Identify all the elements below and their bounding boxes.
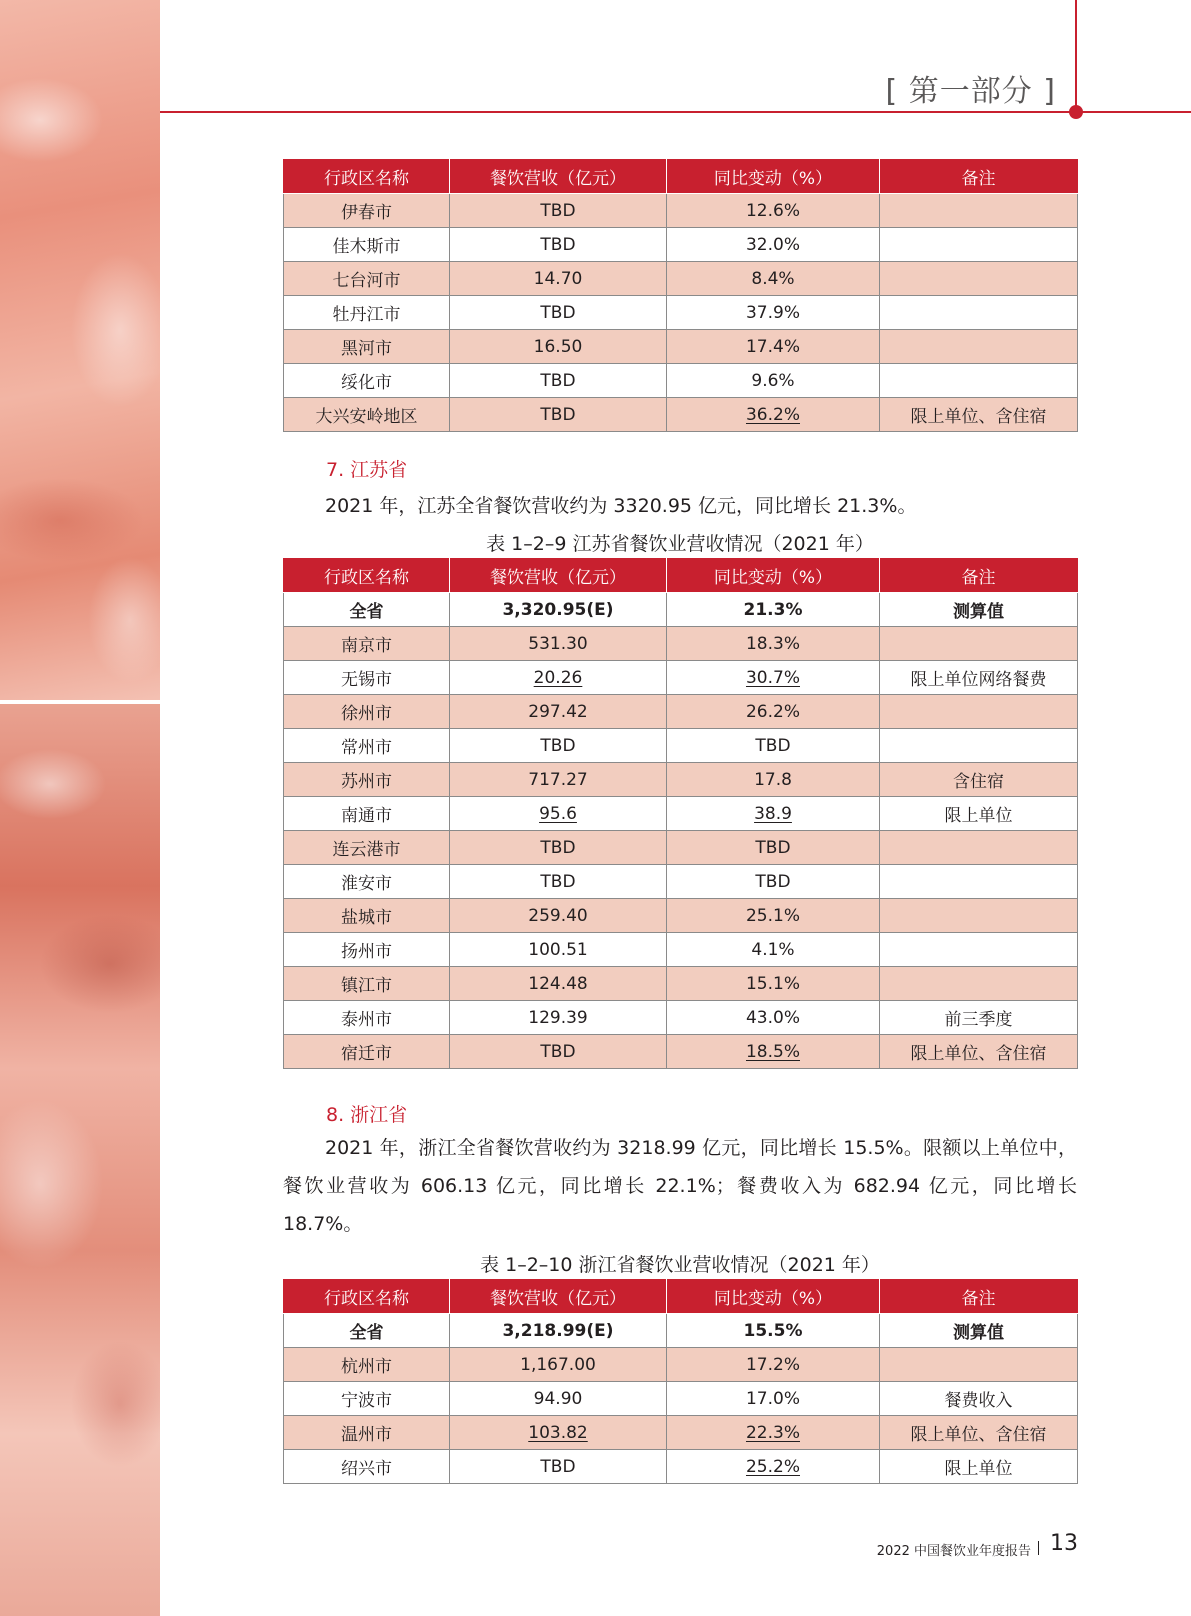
table-row [284,661,1078,695]
cell-region: 宿迁市 [284,1035,450,1069]
cell-note [880,228,1078,262]
table-row [284,627,1078,661]
cell-note [880,967,1078,1001]
cell-change: 21.3% [667,593,880,627]
cell-note [880,627,1078,661]
cell-note [880,865,1078,899]
cell-revenue: TBD [450,364,667,398]
cell-change: TBD [667,831,880,865]
cell-revenue-text: 103.82 [528,1422,588,1443]
header-note: 备注 [880,559,1078,593]
header-rule-dot [1069,105,1083,119]
table-row [284,1416,1078,1450]
cell-region: 泰州市 [284,1001,450,1035]
cell-region: 七台河市 [284,262,450,296]
table-row [284,763,1078,797]
cell-note: 餐费收入 [880,1382,1078,1416]
cell-revenue: 14.70 [450,262,667,296]
zhejiang-table [283,1279,1078,1484]
cell-change: 43.0% [667,1001,880,1035]
table-row [284,729,1078,763]
header-vertical-rule [1075,0,1077,112]
cell-change: 17.0% [667,1382,880,1416]
cell-change: 12.6% [667,194,880,228]
cell-change: 18.3% [667,627,880,661]
cell-revenue: 297.42 [450,695,667,729]
table-row [284,899,1078,933]
header-region: 行政区名称 [284,559,450,593]
cell-region: 无锡市 [284,661,450,695]
cell-revenue: 3,218.99(E) [450,1314,667,1348]
table-row [284,228,1078,262]
cell-change-text: 25.2% [745,1456,800,1477]
side-photo-bottom [0,704,160,1616]
cell-region: 佳木斯市 [284,228,450,262]
cell-revenue: TBD [450,228,667,262]
cell-revenue: TBD [450,865,667,899]
cell-change [667,797,880,831]
table-row [284,797,1078,831]
cell-revenue: TBD [450,194,667,228]
cell-change: 8.4% [667,262,880,296]
cell-change: 17.8 [667,763,880,797]
header-revenue: 餐饮营收（亿元） [450,160,667,194]
cell-revenue: 3,320.95(E) [450,593,667,627]
cell-change: 17.4% [667,330,880,364]
cell-revenue: 124.48 [450,967,667,1001]
header-revenue: 餐饮营收（亿元） [450,559,667,593]
cell-revenue: TBD [450,1450,667,1484]
cell-note [880,729,1078,763]
table-total-row [284,593,1078,627]
cell-change [667,1450,880,1484]
footer-separator [1038,1541,1039,1555]
cell-note [880,296,1078,330]
zhejiang-title: 8. 浙江省 [326,1104,408,1126]
cell-note: 限上单位、含住宿 [880,1035,1078,1069]
cell-change: TBD [667,729,880,763]
cell-revenue-text: 95.6 [539,803,577,824]
cell-note [880,194,1078,228]
cell-revenue: 1,167.00 [450,1348,667,1382]
header-region: 行政区名称 [284,160,450,194]
cell-region: 苏州市 [284,763,450,797]
side-photo-top [0,0,160,700]
jiangsu-caption: 表 1–2–9 江苏省餐饮业营收情况（2021 年） [486,533,874,555]
cell-region: 连云港市 [284,831,450,865]
table-row [284,262,1078,296]
table-row [284,296,1078,330]
cell-change-text: 38.9 [754,803,792,824]
cell-revenue: 100.51 [450,933,667,967]
cell-revenue [450,797,667,831]
table-row [284,1382,1078,1416]
cell-change [667,1416,880,1450]
cell-revenue [450,661,667,695]
cell-revenue: TBD [450,729,667,763]
header-change: 同比变动（%） [667,559,880,593]
cell-change-text: 30.7% [745,667,800,688]
header-change: 同比变动（%） [667,160,880,194]
page-number: 13 [1050,1531,1078,1556]
table-row [284,194,1078,228]
cell-revenue: TBD [450,831,667,865]
cell-change: 32.0% [667,228,880,262]
header-note: 备注 [880,1280,1078,1314]
table-row [284,865,1078,899]
header-horizontal-rule [160,111,1191,113]
cell-region: 全省 [284,1314,450,1348]
table-row [284,1450,1078,1484]
header-note: 备注 [880,160,1078,194]
table-row [284,398,1078,432]
cell-change: 26.2% [667,695,880,729]
cell-region: 淮安市 [284,865,450,899]
cell-change: 9.6% [667,364,880,398]
cell-change: 25.1% [667,899,880,933]
cell-revenue: 531.30 [450,627,667,661]
table-row [284,933,1078,967]
cell-note [880,695,1078,729]
cell-note [880,262,1078,296]
jiangsu-table [283,558,1078,1069]
cell-revenue: TBD [450,296,667,330]
heilongjiang-table [283,159,1078,432]
cell-change-text: 36.2% [745,404,800,425]
table-header-row [284,1280,1078,1314]
cell-change [667,661,880,695]
cell-region: 扬州市 [284,933,450,967]
cell-revenue: TBD [450,1035,667,1069]
table-row [284,1348,1078,1382]
cell-note [880,1348,1078,1382]
jiangsu-title: 7. 江苏省 [326,459,408,481]
cell-region: 杭州市 [284,1348,450,1382]
header-revenue: 餐饮营收（亿元） [450,1280,667,1314]
cell-change: 37.9% [667,296,880,330]
cell-revenue: 129.39 [450,1001,667,1035]
cell-note [880,831,1078,865]
cell-note [880,364,1078,398]
cell-region: 黑河市 [284,330,450,364]
cell-note: 含住宿 [880,763,1078,797]
header-region: 行政区名称 [284,1280,450,1314]
cell-revenue: 94.90 [450,1382,667,1416]
table-total-row [284,1314,1078,1348]
cell-region: 绥化市 [284,364,450,398]
table-row [284,364,1078,398]
cell-change [667,1035,880,1069]
cell-change: 15.5% [667,1314,880,1348]
cell-region: 宁波市 [284,1382,450,1416]
table-row [284,1035,1078,1069]
table-row [284,967,1078,1001]
cell-revenue: 717.27 [450,763,667,797]
header-change: 同比变动（%） [667,1280,880,1314]
table-row [284,1001,1078,1035]
cell-region: 温州市 [284,1416,450,1450]
cell-revenue-text: 20.26 [533,667,583,688]
footer-report-title: 2022 中国餐饮业年度报告 [876,1544,1031,1559]
cell-note: 测算值 [880,1314,1078,1348]
cell-change: 4.1% [667,933,880,967]
cell-region: 绍兴市 [284,1450,450,1484]
zhejiang-caption: 表 1–2–10 浙江省餐饮业营收情况（2021 年） [480,1254,880,1276]
cell-change: TBD [667,865,880,899]
cell-region: 伊春市 [284,194,450,228]
cell-note [880,933,1078,967]
table-row [284,330,1078,364]
cell-note: 限上单位 [880,797,1078,831]
table-row [284,695,1078,729]
cell-revenue: 16.50 [450,330,667,364]
cell-note: 限上单位网络餐费 [880,661,1078,695]
cell-note [880,899,1078,933]
table-row [284,831,1078,865]
cell-region: 徐州市 [284,695,450,729]
jiangsu-paragraph: 2021 年，江苏全省餐饮营收约为 3320.95 亿元，同比增长 21.3%。 [325,495,917,517]
cell-note: 前三季度 [880,1001,1078,1035]
cell-note [880,330,1078,364]
cell-revenue [450,1416,667,1450]
cell-change: 15.1% [667,967,880,1001]
cell-region: 大兴安岭地区 [284,398,450,432]
cell-region: 常州市 [284,729,450,763]
cell-region: 全省 [284,593,450,627]
cell-region: 牡丹江市 [284,296,450,330]
zhejiang-paragraph: 2021 年，浙江全省餐饮营收约为 3218.99 亿元，同比增长 15.5%。限额以上单位中，餐饮业营收为 606.13 亿元，同比增长 22.1%；餐费收入为 682.94 亿元，同比增长 18.7%。 [283,1137,1077,1235]
cell-revenue: 259.40 [450,899,667,933]
cell-change-text: 22.3% [745,1422,800,1443]
section-heading: [ 第一部分 ] [885,74,1056,109]
cell-region: 盐城市 [284,899,450,933]
cell-note: 限上单位、含住宿 [880,1416,1078,1450]
cell-note: 限上单位 [880,1450,1078,1484]
cell-note: 测算值 [880,593,1078,627]
cell-change: 17.2% [667,1348,880,1382]
cell-region: 南通市 [284,797,450,831]
cell-change [667,398,880,432]
cell-region: 南京市 [284,627,450,661]
table-header-row [284,559,1078,593]
table-header-row [284,160,1078,194]
cell-revenue: TBD [450,398,667,432]
cell-region: 镇江市 [284,967,450,1001]
cell-change-text: 18.5% [745,1041,800,1062]
cell-note: 限上单位、含住宿 [880,398,1078,432]
